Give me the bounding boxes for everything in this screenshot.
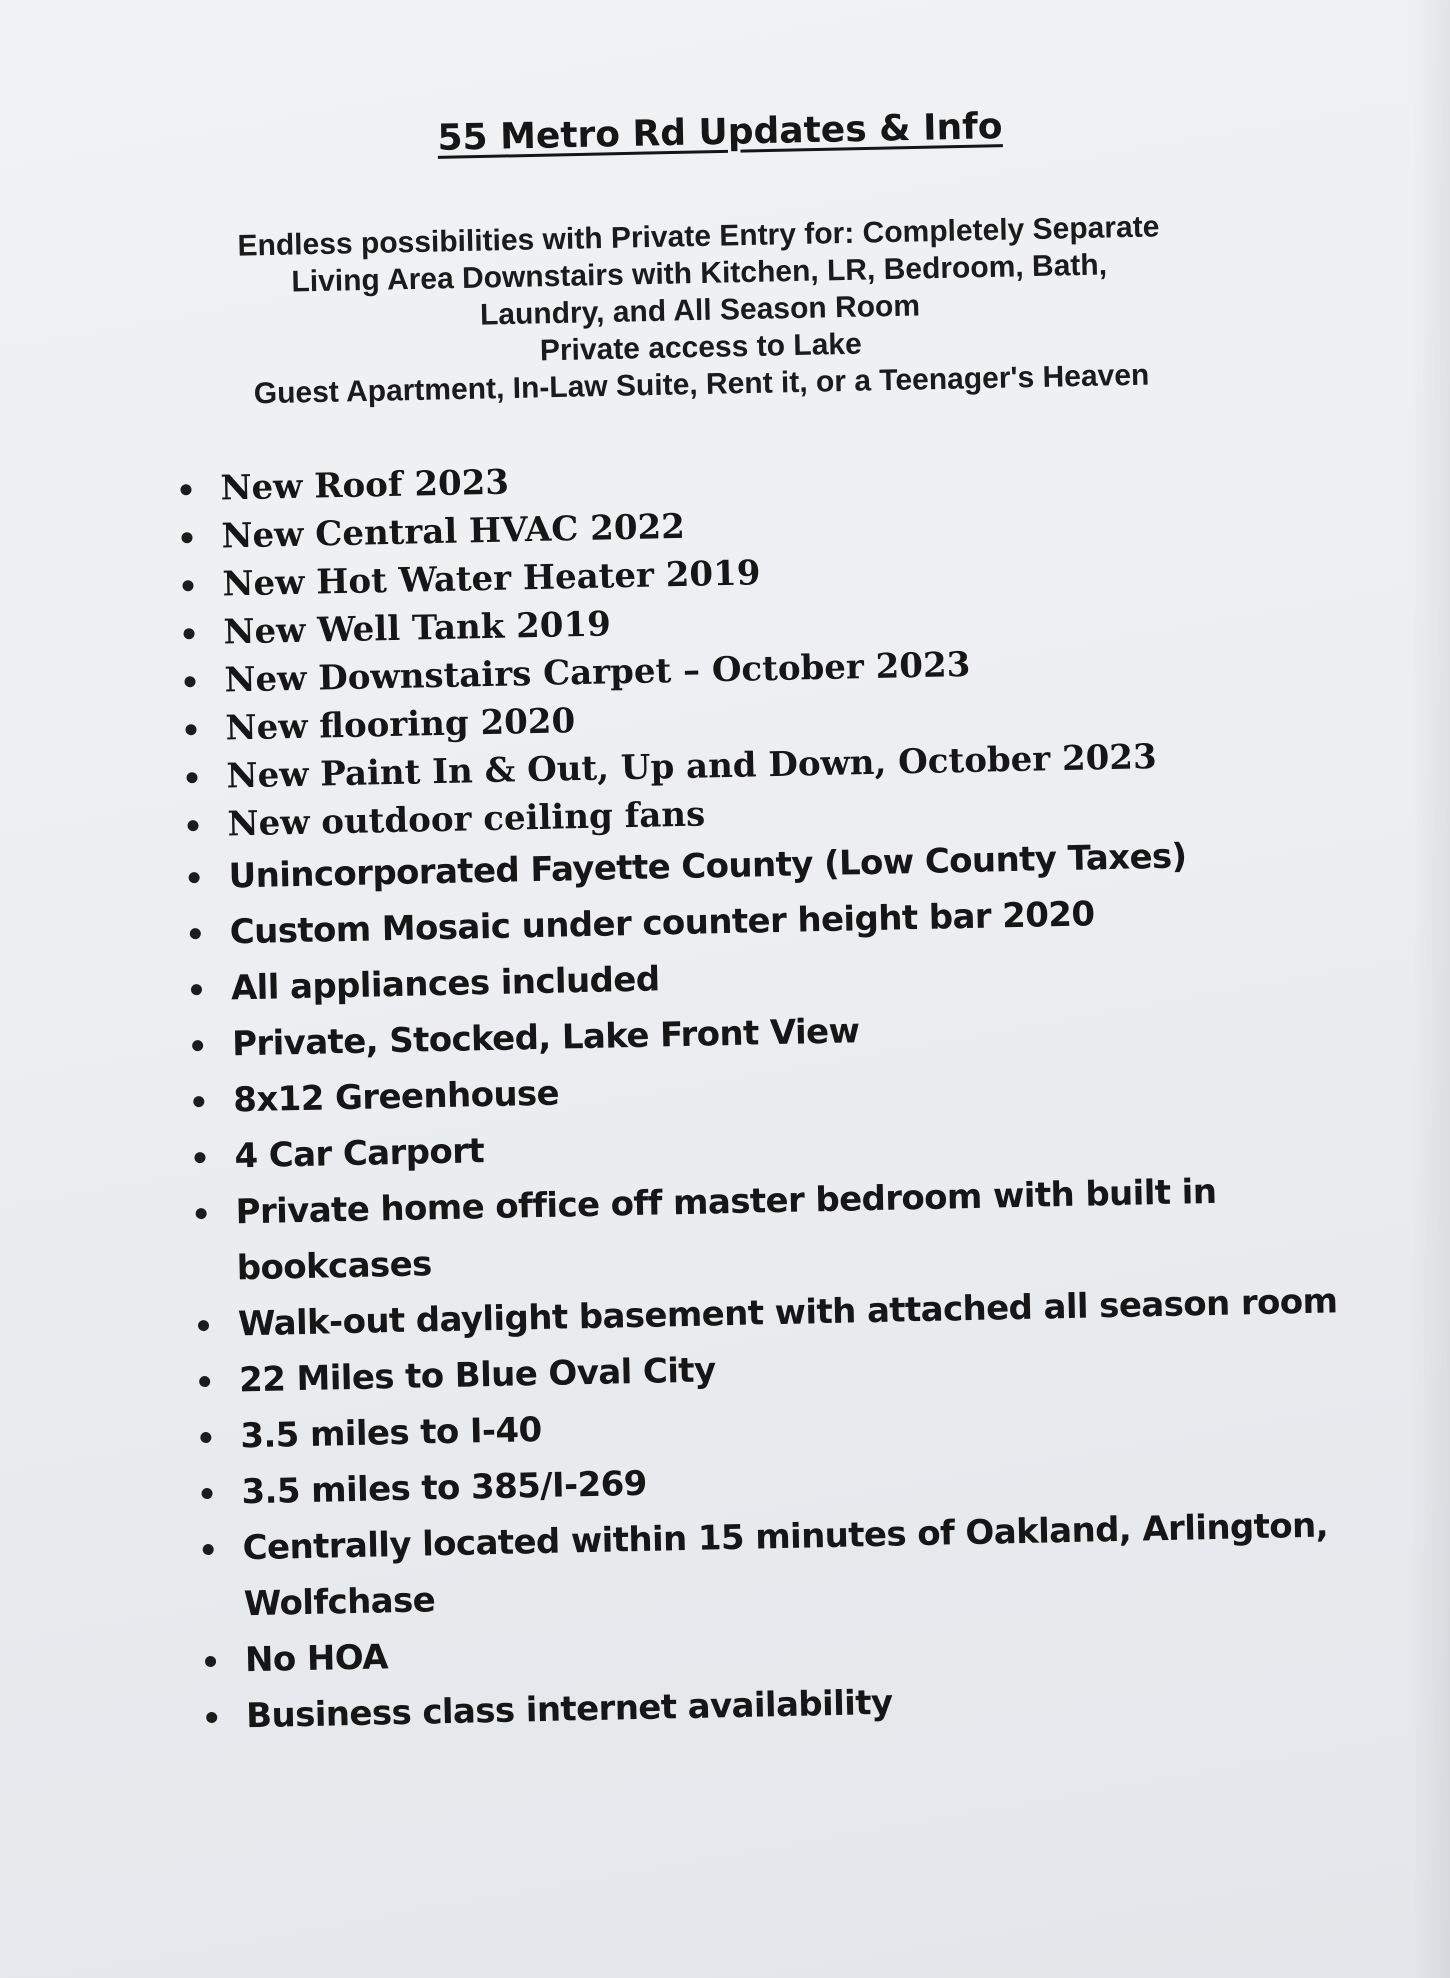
list-item: Unincorporated Fayette County (Low County Taxes): [158, 824, 1389, 906]
list-item: New Downstairs Carpet – October 2023: [154, 632, 1385, 706]
list-item: All appliances included: [160, 936, 1391, 1018]
list-item: Private, Stocked, Lake Front View: [162, 992, 1393, 1074]
intro-line: Private access to Lake: [539, 327, 863, 368]
list-item: Private home office off master bedroom with built in bookcases: [165, 1160, 1397, 1298]
intro-line: Living Area Downstairs with Kitchen, LR, Bedroom, Bath,: [291, 248, 1108, 299]
list-item: Business class internet availability: [176, 1664, 1407, 1746]
intro-line: Guest Apartment, In-Law Suite, Rent it, or a Teenager's Heaven: [253, 358, 1150, 411]
list-item: New Well Tank 2019: [153, 584, 1384, 658]
list-item: No HOA: [174, 1608, 1405, 1690]
list-item: Custom Mosaic under counter height bar 2020: [159, 880, 1390, 962]
feature-list: [150, 440, 1407, 1745]
intro-block: [148, 207, 1252, 415]
list-item: New flooring 2020: [155, 680, 1386, 754]
list-item: New Roof 2023: [150, 440, 1381, 514]
list-item: 4 Car Carport: [164, 1104, 1395, 1186]
paper-edge-shadow: [1410, 0, 1450, 1978]
list-item: New Hot Water Heater 2019: [152, 536, 1383, 610]
list-item: 3.5 miles to 385/I-269: [171, 1440, 1402, 1522]
page-title-text: 55 Metro Rd Updates & Info: [437, 106, 1003, 159]
intro-line: Endless possibilities with Private Entry for: Completely Separate: [237, 210, 1160, 263]
intro-line: Laundry, and All Season Room: [479, 289, 921, 332]
list-item: New Paint In & Out, Up and Down, October 2023: [156, 728, 1387, 802]
page-title: [0, 97, 1440, 168]
list-item: 3.5 miles to I-40: [170, 1384, 1401, 1466]
list-item: Walk-out daylight basement with attached all season room: [167, 1272, 1398, 1354]
list-item: 8x12 Greenhouse: [163, 1048, 1394, 1130]
list-item: Centrally located within 15 minutes of Oakland, Arlington, Wolfchase: [172, 1496, 1404, 1634]
list-item: New outdoor ceiling fans: [157, 776, 1388, 850]
list-item: 22 Miles to Blue Oval City: [169, 1328, 1400, 1410]
list-item: New Central HVAC 2022: [151, 488, 1382, 562]
